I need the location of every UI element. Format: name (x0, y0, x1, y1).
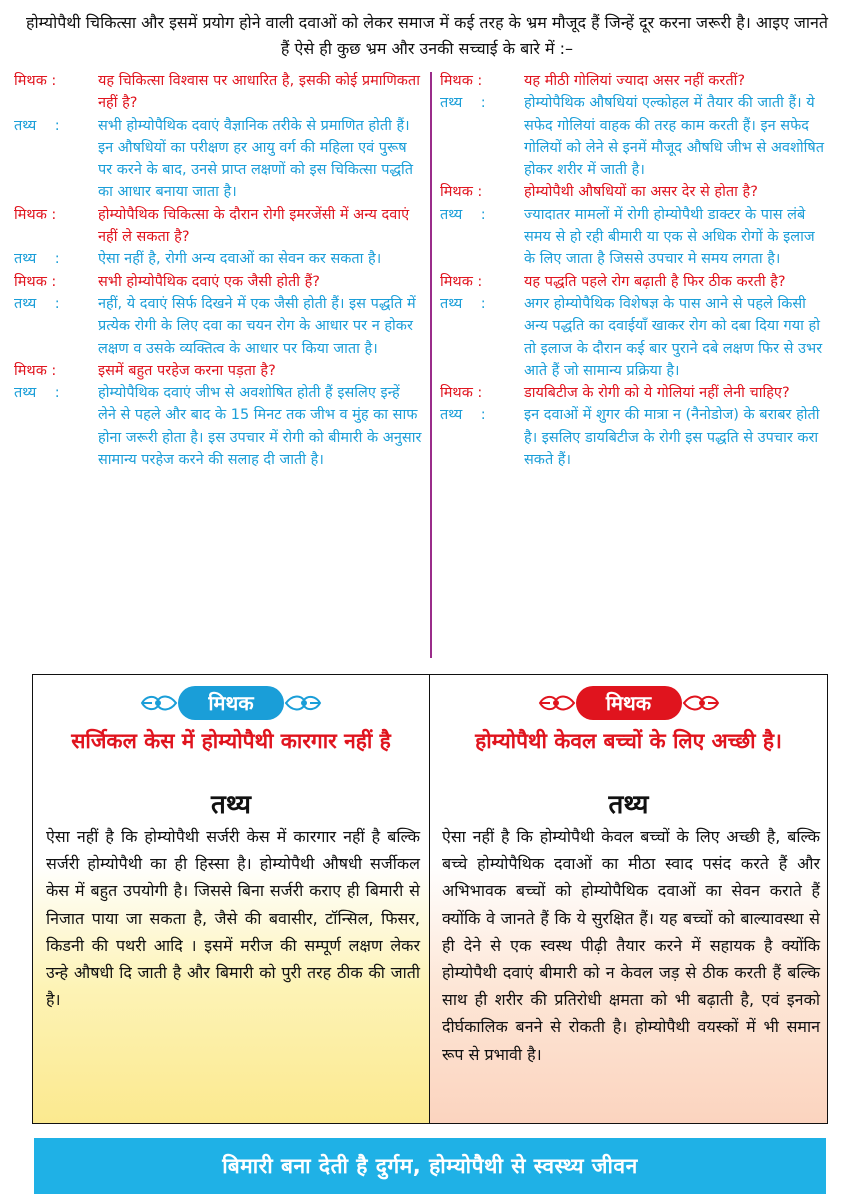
fact-entry (440, 293, 830, 382)
fact-entry (440, 204, 830, 271)
fact-text: इन दवाओं में शुगर की मात्रा न (नैनोडोज) के बराबर होती है। इसलिए डायबिटीज के रोगी इस पद्धति से उपचार करा सकते हैं। (524, 407, 820, 469)
ornament-right-icon (284, 692, 322, 714)
fact-entry (14, 382, 424, 471)
myth-text: होम्योपैथी औषधियों का असर देर से होता है? (524, 184, 758, 201)
fact-entry (14, 115, 424, 204)
myth-text: डायबिटीज के रोगी को ये गोलियां नहीं लेनी चाहिए? (524, 385, 790, 402)
fact-label: तथ्य : (440, 95, 486, 112)
myth-entry (14, 70, 424, 115)
surgical-myth-box (32, 674, 430, 1124)
fact-heading: तथ्य (211, 790, 251, 820)
myth-label: मिथक : (440, 385, 483, 402)
myth-label: मिथक : (14, 73, 57, 89)
myth-text: यह पद्धति पहले रोग बढ़ाती है फिर ठीक करती है? (524, 273, 786, 290)
myth-text: सभी होम्योपैथिक दवाएं एक जैसी होती हैं? (98, 273, 321, 290)
myth-text: यह चिकित्सा विश्वास पर आधारित है, इसकी कोई प्रमाणिकता नहीं है? (98, 73, 420, 112)
fact-entry (440, 404, 830, 471)
fact-entry (440, 92, 830, 181)
fact-label: तथ्य : (440, 407, 486, 424)
myth-badge: मिथक (576, 686, 682, 720)
myth-text: इसमें बहुत परहेज करना पड़ता है? (98, 362, 276, 379)
myth-label: मिथक : (440, 273, 483, 290)
intro-paragraph: होम्योपैथी चिकित्सा और इसमें प्रयोग होने वाली दवाओं को लेकर समाज में कई तरह के भ्रम मौजूद हैं जिन्हें दूर करना जरूरी है। आइए जानते हैं ऐसे ही कुछ भ्रम और उनकी सच्चाई के बारे में :– (25, 13, 829, 58)
fact-text: अगर होम्योपैथिक विशेषज्ञ के पास आने से पहले किसी अन्य पद्धति का दवाईयाँ खाकर रोग को दबा दिया गया हो तो इलाज के दौरान कई बार पुराने दबे लक्षण फिर से उभर आते हैं जो सामान्य प्रक्रिया है। (524, 295, 823, 379)
fact-text: होम्योपैथिक औषधियां एल्कोहल में तैयार की जाती हैं। ये सफेद गोलियां वाहक की तरह काम करती हैं। इन सफेद गोलियों को लेने से इनमें मौजूद औषधि जीभ से अवशोषित होकर शरीर में जाती है। (524, 95, 825, 179)
myth-entry (440, 70, 830, 92)
fact-label: तथ्य : (440, 206, 486, 223)
fact-label: तथ्य : (14, 295, 60, 312)
myth-entry (14, 204, 424, 249)
left-column (14, 70, 424, 670)
ornament-left-icon (538, 692, 576, 714)
fact-text: होम्योपैथिक दवाएं जीभ से अवशोषित होती हैं इसलिए इन्हें लेने से पहले और बाद के 15 मिनट तक जीभ व मुंह का साफ होना जरूरी होता है। इस उपचार में रोगी को बीमारी के अनुसार सामान्य परहेज करने की सलाह दी जाती है। (98, 385, 422, 469)
badge-row (33, 685, 429, 721)
myth-label: मिथक : (14, 206, 57, 223)
myth-label: मिथक : (440, 73, 483, 89)
footer-banner: बिमारी बना देती है दुर्गम, होम्योपैथी से स्वस्थ्य जीवन (34, 1138, 826, 1194)
children-myth-box (430, 674, 828, 1124)
fact-text: नहीं, ये दवाएं सिर्फ दिखने में एक जैसी होती हैं। इस पद्धति में प्रत्येक रोगी के लिए दवा का चयन रोग के आधार पर न होकर लक्षण व उसके व्यक्तित्व के आधार पर किया जाता है। (98, 295, 416, 357)
right-column (440, 70, 830, 670)
myth-text: होम्योपैथिक चिकित्सा के दौरान रोगी इमरजेंसी में अन्य दवाएं नहीं ले सकता है? (98, 206, 410, 246)
myth-entry (440, 382, 830, 404)
fact-text: सभी होम्योपैथिक दवाएं वैज्ञानिक तरीके से प्रमाणित होती हैं। इन औषधियों का परीक्षण हर आयु वर्ग की महिला एवं पुरूष पर करने के बाद, उनसे प्राप्त लक्षणों को इस चिकित्सा पद्धति का आधार बनाया जाता है। (98, 117, 414, 201)
myth-label: मिथक : (14, 362, 57, 379)
fact-entry (14, 248, 424, 270)
fact-label: तथ्य : (14, 117, 60, 134)
column-divider (430, 72, 432, 658)
fact-label: तथ्य : (440, 295, 486, 312)
fact-text: ज्यादातर मामलों में रोगी होम्योपैथी डाक्टर के पास लंबे समय से हो रही बीमारी या एक से अधिक रोगों के इलाज के लिए जाता है जिससे उपचार मे समय लगता है। (524, 206, 815, 268)
box-text: ऐसा नहीं है कि होम्योपैथी केवल बच्चों के लिए अच्छी है, बल्कि बच्चे होम्योपैथिक दवाओं का मीठा स्वाद पसंद करते हैं और अभिभावक बच्चों को होम्योपैथिक दवाओं का सेवन कराते हैं क्योंकि वे जानते हैं कि ये सुरक्षित हैं। यह बच्चों को बाल्यावस्था से ही देने से एक स्वस्थ पीढ़ी तैयार करने में सहायक है क्योंकि होम्योपैथी दवाएं बीमारी को न केवल जड़ से ठीक करती हैं बल्कि साथ ही शरीर की प्रतिरोधी क्षमता को भी बढ़ाती है, एवं इनको दीर्घकालिक बनने से रोकती है। होम्योपैथी वयस्कों में भी समान रूप से प्रभावी है। (442, 827, 820, 1064)
ornament-right-icon (682, 692, 720, 714)
myth-label: मिथक : (14, 273, 57, 290)
myth-badge: मिथक (178, 686, 284, 720)
box-title: होम्योपैथी केवल बच्चों के लिए अच्छी है। (475, 729, 782, 753)
myth-entry (14, 271, 424, 293)
fact-label: तथ्य : (14, 385, 60, 402)
fact-text: ऐसा नहीं है, रोगी अन्य दवाओं का सेवन कर सकता है। (98, 251, 382, 268)
myth-entry (14, 360, 424, 382)
myth-entry (440, 271, 830, 293)
myth-entry (440, 181, 830, 203)
badge-row (430, 685, 827, 721)
box-text: ऐसा नहीं है कि होम्योपैथी सर्जरी केस में कारगार नहीं है बल्कि सर्जरी होम्योपैथी का ही हिस्सा है। होम्योपैथी औषधी सर्जीकल केस में बहुत उपयोगी है। जिससे बिना सर्जरी कराए ही बिमारी से निजात पाया जा सकता है, जैसे की बवासीर, टॉन्सिल, फिसर, किडनी की पथरी आदि । इसमें मरीज की सम्पूर्ण लक्षण लेकर उन्हे औषधी दि जाती है और बिमारी को पुरी तरह ठीक की जाती है। (46, 827, 420, 1010)
myth-text: यह मीठी गोलियां ज्यादा असर नहीं करतीं? (524, 73, 746, 89)
fact-label: तथ्य : (14, 251, 60, 268)
myth-label: मिथक : (440, 184, 483, 201)
fact-heading: तथ्य (608, 790, 649, 820)
ornament-left-icon (140, 692, 178, 714)
box-title: सर्जिकल केस में होम्योपैथी कारगार नहीं है (71, 729, 391, 753)
fact-entry (14, 293, 424, 360)
